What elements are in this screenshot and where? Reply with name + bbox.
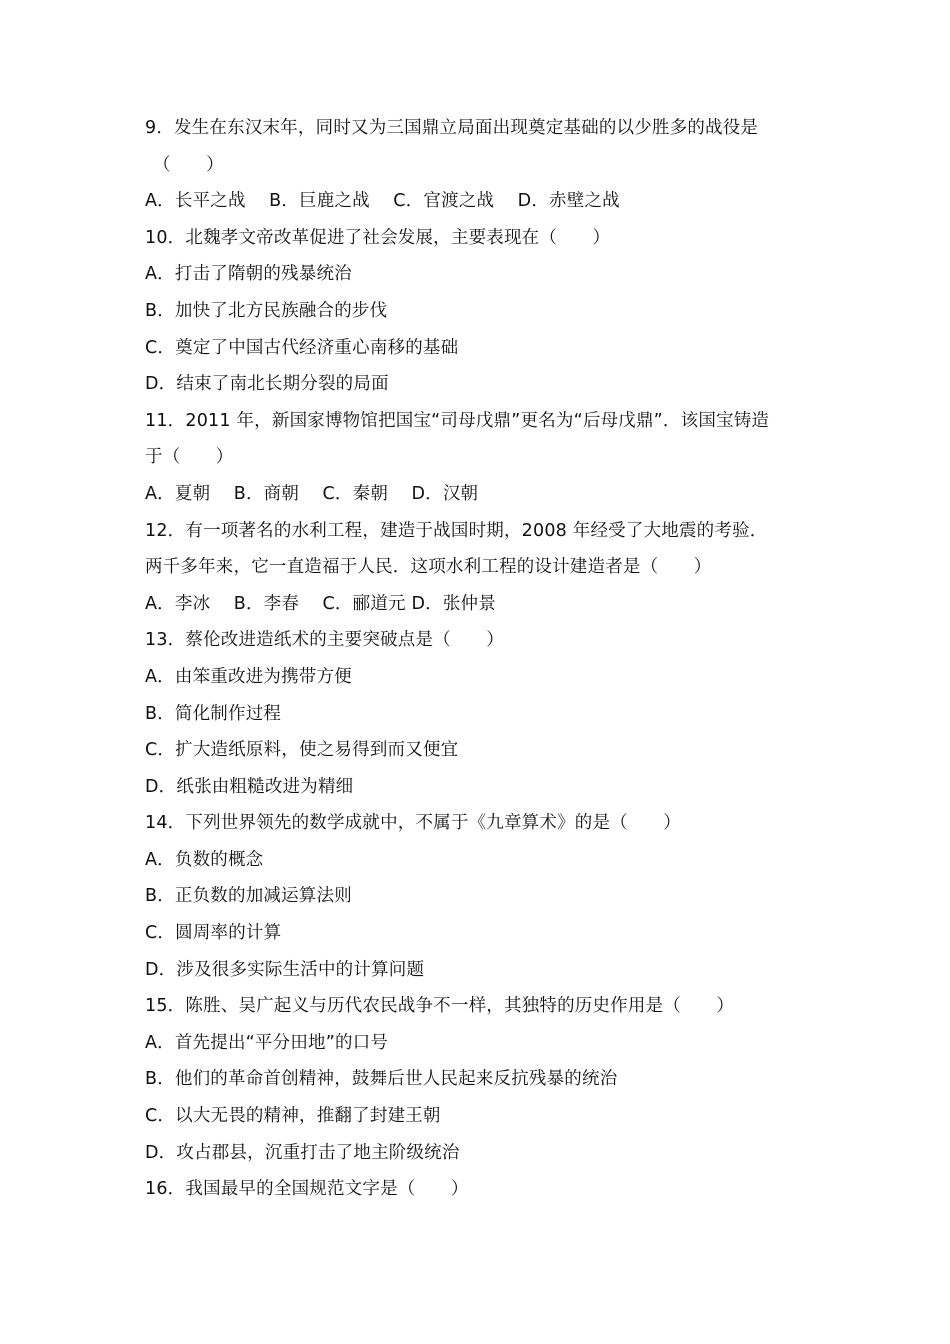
q10-stem: 10．北魏孝文帝改革促进了社会发展，主要表现在（ ） — [145, 227, 611, 248]
q12-stem-line-2: 两千多年来，它一直造福于人民．这项水利工程的设计建造者是（ ） — [145, 557, 712, 578]
q10-option-a: A．打击了隋朝的残暴统治 — [145, 264, 352, 285]
q14-option-b: B．正负数的加减运算法则 — [145, 886, 352, 907]
q10-option-d: D．结束了南北长期分裂的局面 — [145, 374, 389, 395]
q11-stem-line-1: 11．2011 年，新国家博物馆把国宝“司母戊鼎”更名为“后母戊鼎”．该国宝铸造 — [145, 410, 770, 431]
q10-option-c: C．奠定了中国古代经济重心南移的基础 — [145, 337, 459, 358]
q16-stem: 16．我国最早的全国规范文字是（ ） — [145, 1179, 469, 1200]
question-text — [145, 110, 825, 1208]
q10-option-b: B．加快了北方民族融合的步伐 — [145, 300, 388, 321]
q15-option-c: C．以大无畏的精神，推翻了封建王朝 — [145, 1106, 441, 1127]
q15-option-d: D．攻占郡县，沉重打击了地主阶级统治 — [145, 1142, 460, 1163]
q13-option-a: A．由笨重改进为携带方便 — [145, 666, 352, 687]
q14-option-d: D．涉及很多实际生活中的计算问题 — [145, 959, 425, 980]
q15-stem: 15．陈胜、吴广起义与历代农民战争不一样，其独特的历史作用是（ ） — [145, 996, 735, 1017]
q14-option-c: C．圆周率的计算 — [145, 923, 282, 944]
q11-options: A．夏朝 B．商朝 C．秦朝 D．汉朝 — [145, 483, 479, 504]
q14-option-a: A．负数的概念 — [145, 849, 264, 870]
q15-option-b: B．他们的革命首创精神，鼓舞后世人民起来反抗残暴的统治 — [145, 1069, 618, 1090]
q9-stem-line-2: （ ） — [153, 154, 224, 175]
q13-option-c: C．扩大造纸原料，使之易得到而又便宜 — [145, 740, 459, 761]
q9-options: A．长平之战 B．巨鹿之战 C．官渡之战 D．赤壁之战 — [145, 191, 620, 212]
q15-option-a: A．首先提出“平分田地”的口号 — [145, 1032, 389, 1053]
q13-option-d: D．纸张由粗糙改进为精细 — [145, 776, 354, 797]
q14-stem: 14．下列世界领先的数学成就中，不属于《九章算术》的是（ ） — [145, 813, 681, 834]
q13-option-b: B．简化制作过程 — [145, 703, 282, 724]
q9-stem-line-1: 9．发生在东汉末年，同时又为三国鼎立局面出现奠定基础的以少胜多的战役是 — [145, 118, 759, 138]
q12-stem-line-1: 12．有一项著名的水利工程，建造于战国时期，2008 年经受了大地震的考验． — [145, 520, 768, 541]
q12-options: A．李冰 B．李春 C．郦道元 D．张仲景 — [145, 593, 496, 614]
q11-stem-line-2: 于（ ） — [145, 447, 234, 468]
q13-stem: 13．蔡伦改进造纸术的主要突破点是（ ） — [145, 630, 504, 651]
